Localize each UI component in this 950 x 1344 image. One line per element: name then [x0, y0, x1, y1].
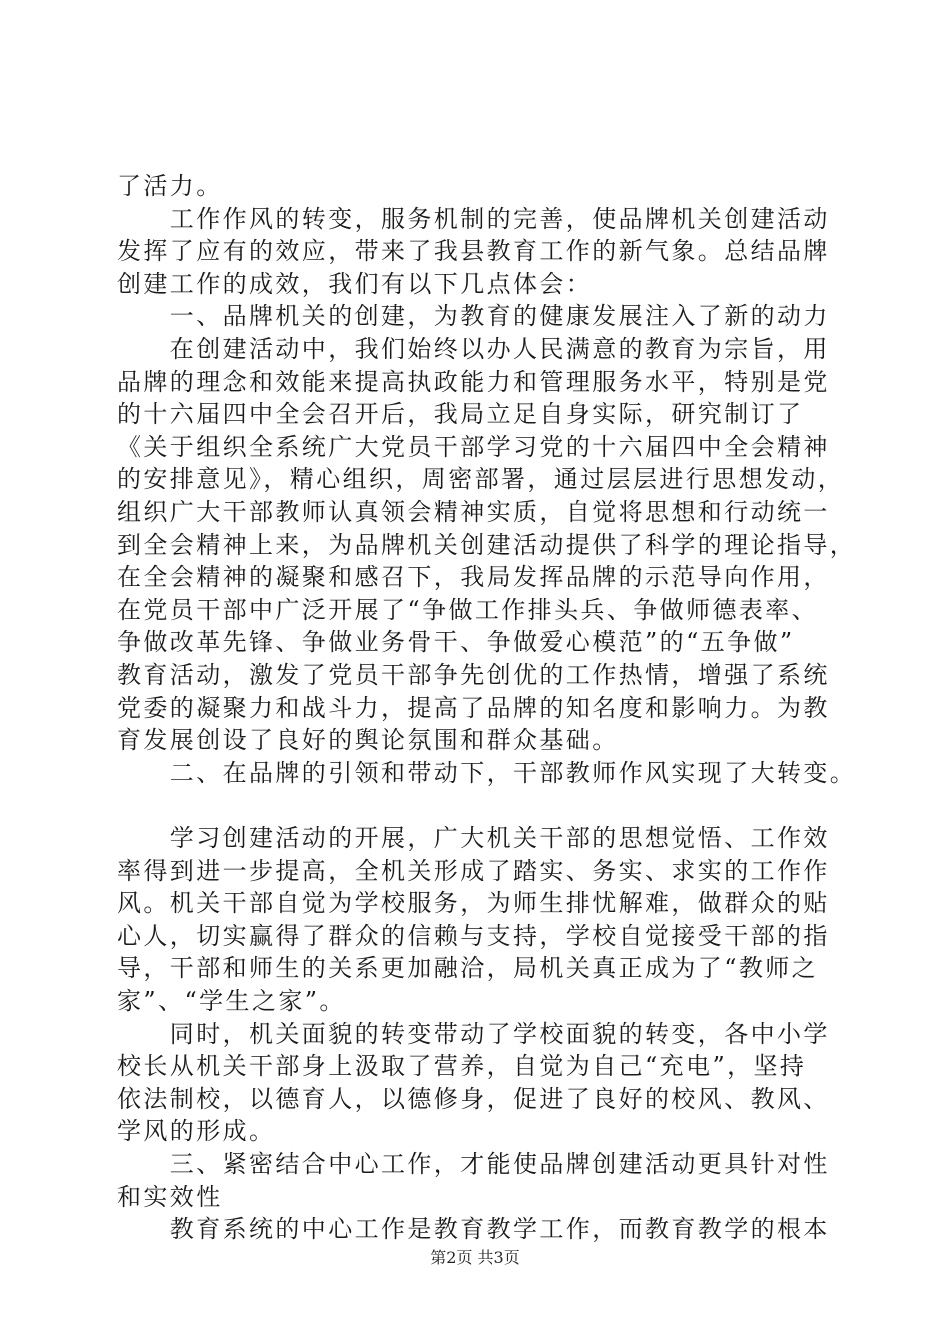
text-line: 三、紧密结合中心工作，才能使品牌创建活动更具针对性 [117, 1150, 830, 1178]
text-line: 的安排意见》，精心组织，周密部署，通过层层进行思想发动， [117, 465, 845, 493]
text-line: 心人，切实赢得了群众的信赖与支持，学校自觉接受干部的指 [117, 922, 830, 950]
text-line: 在党员干部中广泛开展了“争做工作排头兵、争做师德表率、 [117, 596, 819, 624]
text-line: 组织广大干部教师认真领会精神实质，自觉将思想和行动统一 [117, 498, 830, 526]
text-line: 争做改革先锋、争做业务骨干、争做爱心模范”的“五争做” [117, 628, 795, 656]
text-line: 发挥了应有的效应，带来了我县教育工作的新气象。总结品牌 [117, 237, 830, 265]
text-line: 依法制校，以德育人，以德修身，促进了良好的校风、教风、 [117, 1085, 830, 1113]
text-line: 了活力。 [117, 172, 223, 200]
text-line: 品牌的理念和效能来提高执政能力和管理服务水平，特别是党 [117, 368, 830, 396]
text-line: 到全会精神上来，为品牌机关创建活动提供了科学的理论指导， [117, 531, 857, 559]
section-heading: 二、在品牌的引领和带动下，干部教师作风实现了大转变。 [117, 759, 857, 787]
text-line: 和实效性 [117, 1183, 223, 1211]
text-line: 教育活动，激发了党员干部争先创优的工作热情，增强了系统 [117, 661, 830, 689]
text-line: 创建工作的成效，我们有以下几点体会： [117, 270, 593, 298]
text-line: 教育系统的中心工作是教育教学工作，而教育教学的根本 [117, 1215, 830, 1243]
text-line: 同时，机关面貌的转变带动了学校面貌的转变，各中小学 [117, 1020, 830, 1048]
section-heading: 一、品牌机关的创建，为教育的健康发展注入了新的动力 [117, 302, 830, 330]
text-line: 在创建活动中，我们始终以办人民满意的教育为宗旨，用 [117, 335, 830, 363]
text-line: 家”、“学生之家”。 [117, 987, 346, 1015]
text-line: 率得到进一步提高，全机关形成了踏实、务实、求实的工作作 [117, 857, 830, 885]
page-footer: 第2页 共3页 [430, 1248, 520, 1267]
text-line: 风。机关干部自觉为学校服务，为师生排忧解难，做群众的贴 [117, 889, 830, 917]
text-line: 在全会精神的凝聚和感召下，我局发挥品牌的示范导向作用， [117, 563, 830, 591]
text-line: 《关于组织全系统广大党员干部学习党的十六届四中全会精神 [117, 433, 830, 461]
text-line: 育发展创设了良好的舆论氛围和群众基础。 [117, 726, 619, 754]
text-line: 学风的形成。 [117, 1117, 276, 1145]
text-line: 学习创建活动的开展，广大机关干部的思想觉悟、工作效 [117, 824, 830, 852]
text-line: 导，干部和师生的关系更加融洽，局机关真正成为了“教师之 [117, 954, 819, 982]
text-line: 校长从机关干部身上汲取了营养，自觉为自己“充电”，坚持 [117, 1052, 807, 1080]
text-line: 党委的凝聚力和战斗力，提高了品牌的知名度和影响力。为教 [117, 694, 830, 722]
text-line: 的十六届四中全会召开后，我局立足自身实际，研究制订了 [117, 400, 804, 428]
text-line: 工作作风的转变，服务机制的完善，使品牌机关创建活动 [117, 205, 830, 233]
